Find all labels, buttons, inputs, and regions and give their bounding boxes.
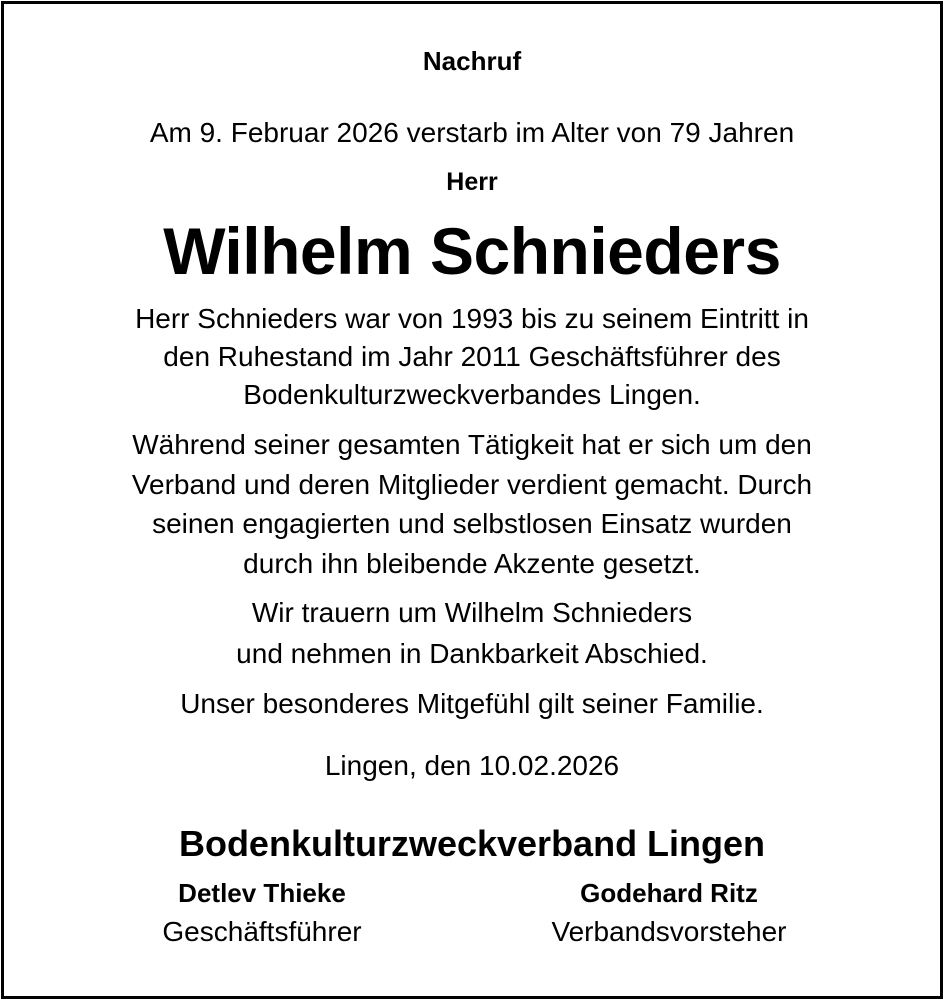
- intro-text: Am 9. Februar 2026 verstarb im Alter von 79 Jahren: [149, 117, 795, 148]
- paragraph2-line: durch ihn bleibende Akzente gesetzt.: [243, 548, 701, 579]
- paragraph1-line: den Ruhestand im Jahr 2011 Geschäftsführer des: [163, 341, 781, 372]
- salutation: Herr: [446, 168, 498, 196]
- signatory-name: Detlev Thieke: [178, 878, 346, 908]
- paragraph2-line: Während seiner gesamten Tätigkeit hat er sich um den: [132, 429, 812, 460]
- paragraph3-line: und nehmen in Dankbarkeit Abschied.: [236, 638, 708, 669]
- signatory-name: Godehard Ritz: [580, 878, 758, 908]
- organization-name: Bodenkulturzweckverband Lingen: [178, 823, 766, 864]
- paragraph2-line: Verband und deren Mitglieder verdient gemacht. Durch: [131, 469, 813, 500]
- paragraph2-line: seinen engagierten und selbstlosen Einsatz wurden: [152, 508, 792, 539]
- paragraph1-line: Herr Schnieders war von 1993 bis zu seinem Eintritt in: [135, 303, 809, 334]
- paragraph1-line: Bodenkulturzweckverbandes Lingen.: [243, 379, 701, 410]
- signatory-title: Geschäftsführer: [162, 916, 362, 947]
- heading: Nachruf: [422, 46, 522, 76]
- sympathy-text: Unser besonderes Mitgefühl gilt seiner Familie.: [180, 688, 764, 719]
- place-date: Lingen, den 10.02.2026: [324, 750, 620, 781]
- signatory-title: Verbandsvorsteher: [551, 916, 787, 947]
- deceased-name: Wilhelm Schnieders: [163, 214, 781, 288]
- paragraph3-line: Wir trauern um Wilhelm Schnieders: [251, 597, 693, 628]
